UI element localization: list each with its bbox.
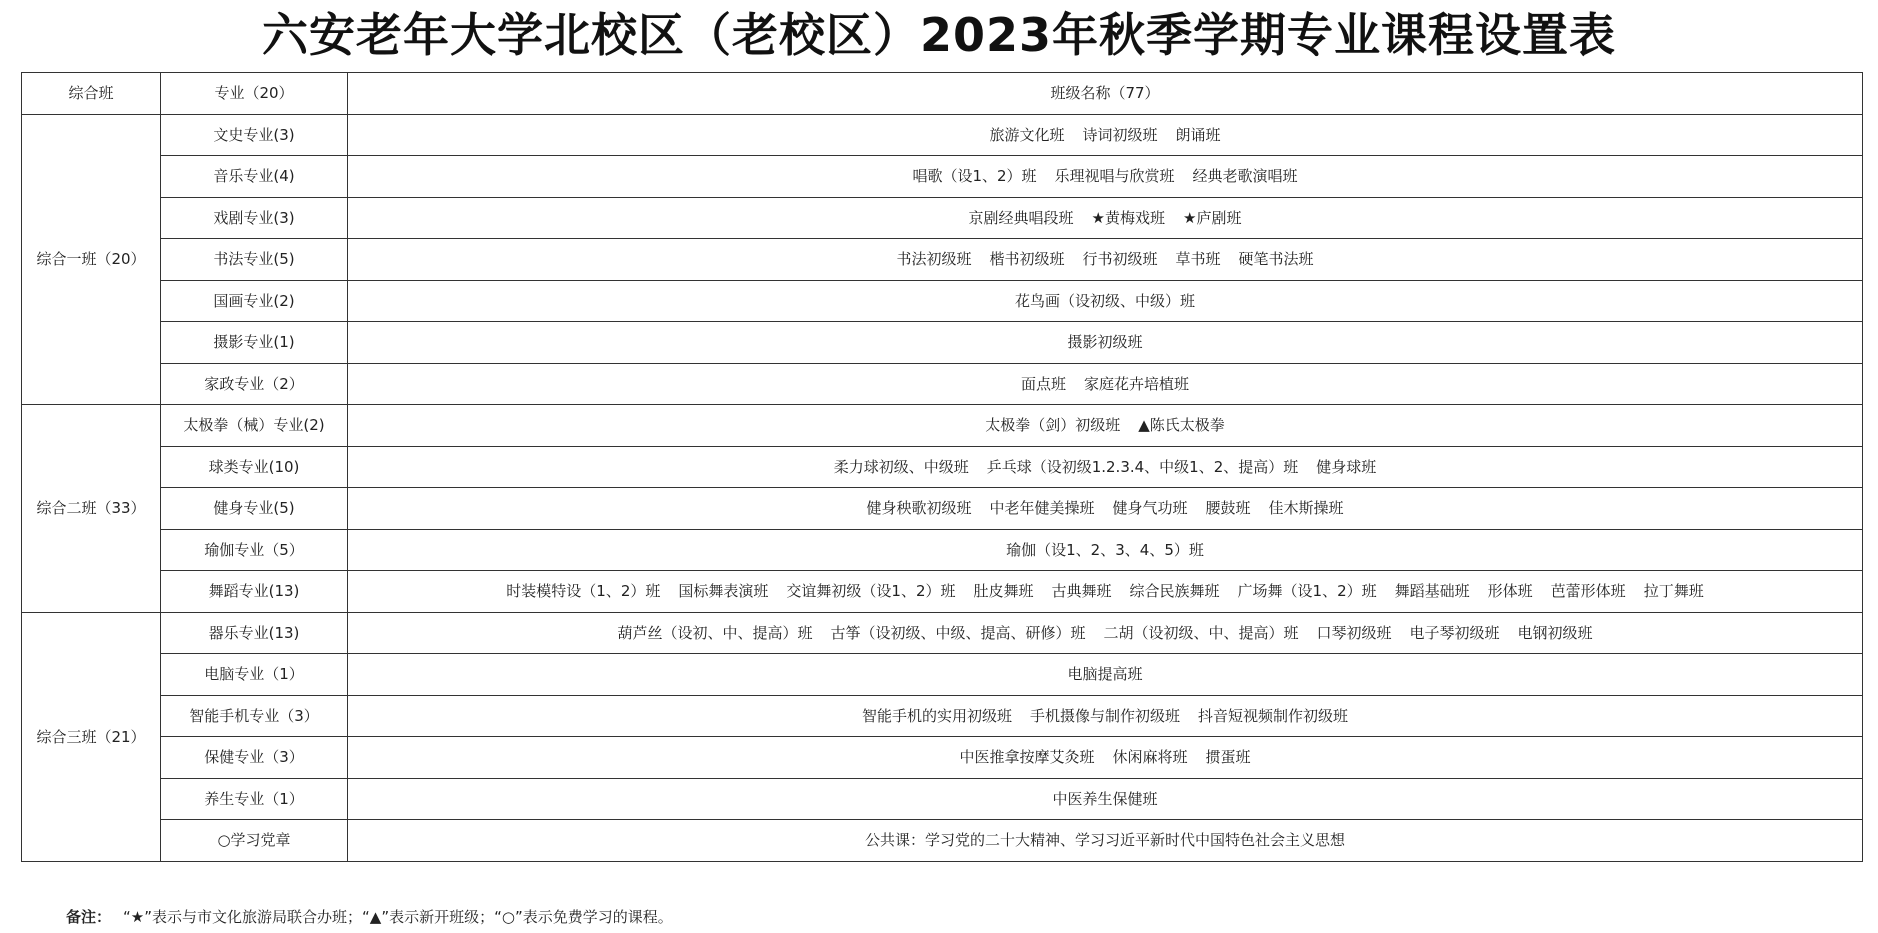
table-row	[22, 322, 1863, 364]
page-title: 六安老年大学北校区（老校区）2023年秋季学期专业课程设置表	[261, 8, 1617, 62]
class-name: 家庭花卉培植班	[1084, 374, 1190, 393]
major-cell: 音乐专业(4)	[161, 156, 348, 198]
footnote-text: “★”表示与市文化旅游局联合办班；“▲”表示新开班级；“○”表示免费学习的课程。	[123, 908, 673, 926]
table-row	[22, 778, 1863, 820]
class-name: 芭蕾形体班	[1550, 582, 1626, 601]
classes-cell	[348, 363, 1863, 405]
header-classes: 班级名称（77）	[348, 73, 1863, 115]
major-cell: 摄影专业(1)	[161, 322, 348, 364]
class-name: 国标舞表演班	[678, 582, 769, 601]
class-name: 电钢初级班	[1517, 623, 1593, 642]
major-cell: 养生专业（1）	[161, 778, 348, 820]
classes-cell	[348, 778, 1863, 820]
class-name: 书法初级班	[896, 250, 972, 269]
class-name: 休闲麻将班	[1112, 748, 1188, 767]
class-name: 交谊舞初级（设1、2）班	[786, 582, 956, 601]
table-row	[22, 363, 1863, 405]
classes-cell	[348, 488, 1863, 530]
major-cell: 球类专业(10)	[161, 446, 348, 488]
classes-cell	[348, 612, 1863, 654]
group-name-cell: 综合二班（33）	[22, 405, 161, 613]
course-schedule-table	[21, 72, 1863, 862]
major-cell: 电脑专业（1）	[161, 654, 348, 696]
classes-cell	[348, 322, 1863, 364]
class-name: 经典老歌演唱班	[1192, 167, 1298, 186]
class-name: 健身球班	[1316, 457, 1377, 476]
classes-cell	[348, 820, 1863, 862]
header-major: 专业（20）	[161, 73, 348, 115]
class-name: 中老年健美操班	[989, 499, 1095, 518]
class-name: 乐理视唱与欣赏班	[1054, 167, 1175, 186]
class-name: 抖音短视频制作初级班	[1198, 706, 1349, 725]
class-name: 朗诵班	[1175, 125, 1221, 144]
classes-cell	[348, 446, 1863, 488]
major-cell: 太极拳（械）专业(2)	[161, 405, 348, 447]
class-name: 电脑提高班	[1067, 665, 1143, 684]
class-name: 形体班	[1487, 582, 1533, 601]
class-name: 行书初级班	[1082, 250, 1158, 269]
table-row	[22, 820, 1863, 862]
class-name: 口琴初级班	[1316, 623, 1392, 642]
class-name: 唱歌（设1、2）班	[912, 167, 1037, 186]
class-name: 硬笔书法班	[1238, 250, 1314, 269]
class-name: 摄影初级班	[1067, 333, 1143, 352]
classes-cell	[348, 654, 1863, 696]
class-name: 中医推拿按摩艾灸班	[959, 748, 1095, 767]
classes-cell	[348, 197, 1863, 239]
class-name: 京剧经典唱段班	[968, 208, 1074, 227]
class-name: 楷书初级班	[989, 250, 1065, 269]
table-header-row	[22, 73, 1863, 115]
class-name: 掼蛋班	[1205, 748, 1251, 767]
table-row	[22, 239, 1863, 281]
table-row	[22, 446, 1863, 488]
table-row	[22, 114, 1863, 156]
class-name: 时装模特设（1、2）班	[506, 582, 661, 601]
class-name: 拉丁舞班	[1643, 582, 1704, 601]
header-group: 综合班	[22, 73, 161, 115]
class-name: 古典舞班	[1051, 582, 1112, 601]
class-name: 中医养生保健班	[1052, 789, 1158, 808]
classes-cell	[348, 280, 1863, 322]
class-name: ▲陈氏太极拳	[1138, 416, 1225, 435]
major-cell: 器乐专业(13)	[161, 612, 348, 654]
table-row	[22, 529, 1863, 571]
major-cell: 健身专业(5)	[161, 488, 348, 530]
major-cell: 国画专业(2)	[161, 280, 348, 322]
classes-cell	[348, 571, 1863, 613]
table-row	[22, 571, 1863, 613]
class-name: 舞蹈基础班	[1394, 582, 1470, 601]
group-name-cell: 综合一班（20）	[22, 114, 161, 405]
major-cell: 戏剧专业(3)	[161, 197, 348, 239]
classes-cell	[348, 737, 1863, 779]
class-name: 智能手机的实用初级班	[861, 706, 1012, 725]
major-cell: 舞蹈专业(13)	[161, 571, 348, 613]
classes-cell	[348, 114, 1863, 156]
table-row	[22, 737, 1863, 779]
class-name: 手机摄像与制作初级班	[1029, 706, 1180, 725]
class-name: 柔力球初级、中级班	[833, 457, 969, 476]
major-cell: 保健专业（3）	[161, 737, 348, 779]
major-cell: 文史专业(3)	[161, 114, 348, 156]
table-row	[22, 280, 1863, 322]
class-name: 广场舞（设1、2）班	[1237, 582, 1377, 601]
class-name: 葫芦丝（设初、中、提高）班	[617, 623, 813, 642]
class-name: 旅游文化班	[989, 125, 1065, 144]
classes-cell	[348, 239, 1863, 281]
table-row	[22, 197, 1863, 239]
class-name: 古筝（设初级、中级、提高、研修）班	[830, 623, 1086, 642]
classes-cell	[348, 405, 1863, 447]
class-name: 肚皮舞班	[973, 582, 1034, 601]
table-row	[22, 612, 1863, 654]
major-cell: 家政专业（2）	[161, 363, 348, 405]
class-name: 综合民族舞班	[1129, 582, 1220, 601]
class-name: ★庐剧班	[1183, 208, 1242, 227]
class-name: 二胡（设初级、中、提高）班	[1103, 623, 1299, 642]
schedule-body	[22, 73, 1863, 862]
classes-cell	[348, 156, 1863, 198]
major-cell: 智能手机专业（3）	[161, 695, 348, 737]
classes-cell	[348, 529, 1863, 571]
table-row	[22, 654, 1863, 696]
classes-cell	[348, 695, 1863, 737]
class-name: 面点班	[1020, 374, 1066, 393]
class-name: 电子琴初级班	[1409, 623, 1500, 642]
table-row	[22, 156, 1863, 198]
class-name: 公共课：学习党的二十大精神、学习习近平新时代中国特色社会主义思想	[864, 831, 1345, 850]
footnote	[66, 905, 673, 929]
class-name: 健身秧歌初级班	[866, 499, 972, 518]
class-name: 健身气功班	[1112, 499, 1188, 518]
major-cell: 书法专业(5)	[161, 239, 348, 281]
class-name: ★黄梅戏班	[1091, 208, 1165, 227]
footnote-label: 备注：	[66, 908, 112, 926]
class-name: 瑜伽（设1、2、3、4、5）班	[1006, 540, 1204, 559]
table-row	[22, 488, 1863, 530]
table-row	[22, 695, 1863, 737]
major-cell: ○学习党章	[161, 820, 348, 862]
class-name: 诗词初级班	[1082, 125, 1158, 144]
class-name: 太极拳（剑）初级班	[985, 416, 1121, 435]
class-name: 花鸟画（设初级、中级）班	[1014, 291, 1195, 310]
class-name: 佳木斯操班	[1268, 499, 1344, 518]
class-name: 乒乓球（设初级1.2.3.4、中级1、2、提高）班	[986, 457, 1299, 476]
class-name: 腰鼓班	[1205, 499, 1251, 518]
class-name: 草书班	[1175, 250, 1221, 269]
table-row	[22, 405, 1863, 447]
group-name-cell: 综合三班（21）	[22, 612, 161, 861]
major-cell: 瑜伽专业（5）	[161, 529, 348, 571]
